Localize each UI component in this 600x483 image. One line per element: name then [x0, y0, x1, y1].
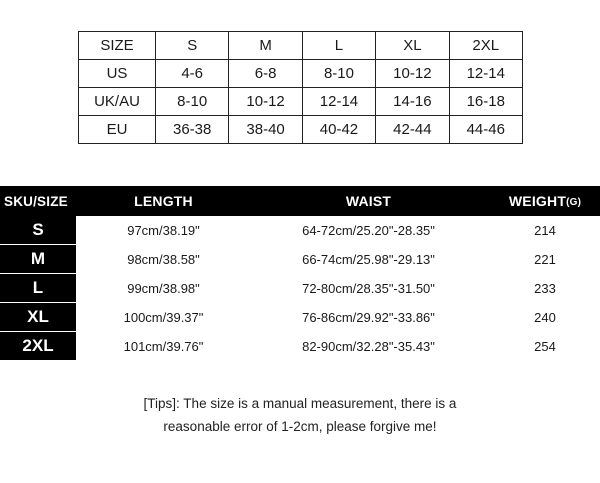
row-size-label: M — [0, 245, 76, 274]
size-conversion-table — [78, 31, 523, 144]
header-weight — [486, 186, 600, 216]
tips-note — [0, 392, 600, 438]
row-size-label: XL — [0, 303, 76, 332]
row-waist: 76-86cm/29.92"-33.86" — [251, 303, 486, 332]
row-size-label: S — [0, 216, 76, 245]
row-length: 101cm/39.76" — [123, 338, 204, 354]
table-row — [0, 245, 600, 274]
row-length: 99cm/38.98" — [76, 274, 251, 303]
row-weight: 240 — [486, 303, 600, 332]
us-cell: 6-8 — [229, 60, 302, 88]
size-cell: S — [156, 32, 229, 60]
table-row — [79, 116, 523, 144]
row-length: 97cm/38.19" — [76, 216, 251, 245]
eu-row-label: EU — [79, 116, 156, 144]
table-row — [0, 303, 600, 332]
us-cell: 12-14 — [449, 60, 522, 88]
row-weight: 233 — [486, 274, 600, 303]
measurement-table — [0, 186, 600, 360]
row-waist: 64-72cm/25.20"-28.35" — [251, 216, 486, 245]
us-cell: 10-12 — [376, 60, 449, 88]
row-size-label: 2XL — [0, 332, 76, 361]
size-conversion-table-container — [78, 31, 523, 144]
header-weight-unit: (G) — [566, 196, 582, 208]
row-waist: 66-74cm/25.98"-29.13" — [251, 245, 486, 274]
header-sku-size: SKU/SIZE — [4, 193, 68, 209]
row-weight: 221 — [486, 245, 600, 274]
eu-cell: 42-44 — [376, 116, 449, 144]
eu-cell: 38-40 — [229, 116, 302, 144]
table-row — [79, 60, 523, 88]
eu-cell: 40-42 — [302, 116, 375, 144]
ukau-cell: 8-10 — [156, 88, 229, 116]
table-row — [0, 216, 600, 245]
header-waist: WAIST — [345, 193, 392, 209]
tips-line-1: [Tips]: The size is a manual measurement, there is a — [143, 396, 457, 411]
table-row — [79, 88, 523, 116]
ukau-cell: 16-18 — [449, 88, 522, 116]
measurement-table-header-row — [0, 186, 600, 216]
header-weight-label: WEIGHT — [508, 193, 567, 209]
size-cell: M — [229, 32, 302, 60]
us-cell: 8-10 — [302, 60, 375, 88]
ukau-cell: 10-12 — [229, 88, 302, 116]
us-row-label: US — [79, 60, 156, 88]
row-length: 100cm/39.37" — [76, 303, 251, 332]
size-cell: 2XL — [449, 32, 522, 60]
table-row — [79, 32, 523, 60]
table-row — [0, 274, 600, 303]
us-cell: 4-6 — [156, 60, 229, 88]
eu-cell: 36-38 — [156, 116, 229, 144]
size-cell: XL — [376, 32, 449, 60]
row-weight: 254 — [534, 338, 556, 354]
ukau-cell: 12-14 — [302, 88, 375, 116]
measurement-table-container — [0, 186, 600, 360]
size-cell: L — [302, 32, 375, 60]
table-row — [0, 332, 600, 361]
row-size-label: L — [0, 274, 76, 303]
row-weight: 214 — [486, 216, 600, 245]
ukau-row-label: UK/AU — [79, 88, 156, 116]
ukau-cell: 14-16 — [376, 88, 449, 116]
row-waist: 82-90cm/32.28"-35.43" — [302, 338, 435, 354]
tips-line-2: reasonable error of 1-2cm, please forgive me! — [163, 419, 437, 434]
header-length: LENGTH — [134, 193, 193, 209]
eu-cell: 44-46 — [449, 116, 522, 144]
size-row-label: SIZE — [79, 32, 156, 60]
row-waist: 72-80cm/28.35"-31.50" — [251, 274, 486, 303]
row-length: 98cm/38.58" — [76, 245, 251, 274]
